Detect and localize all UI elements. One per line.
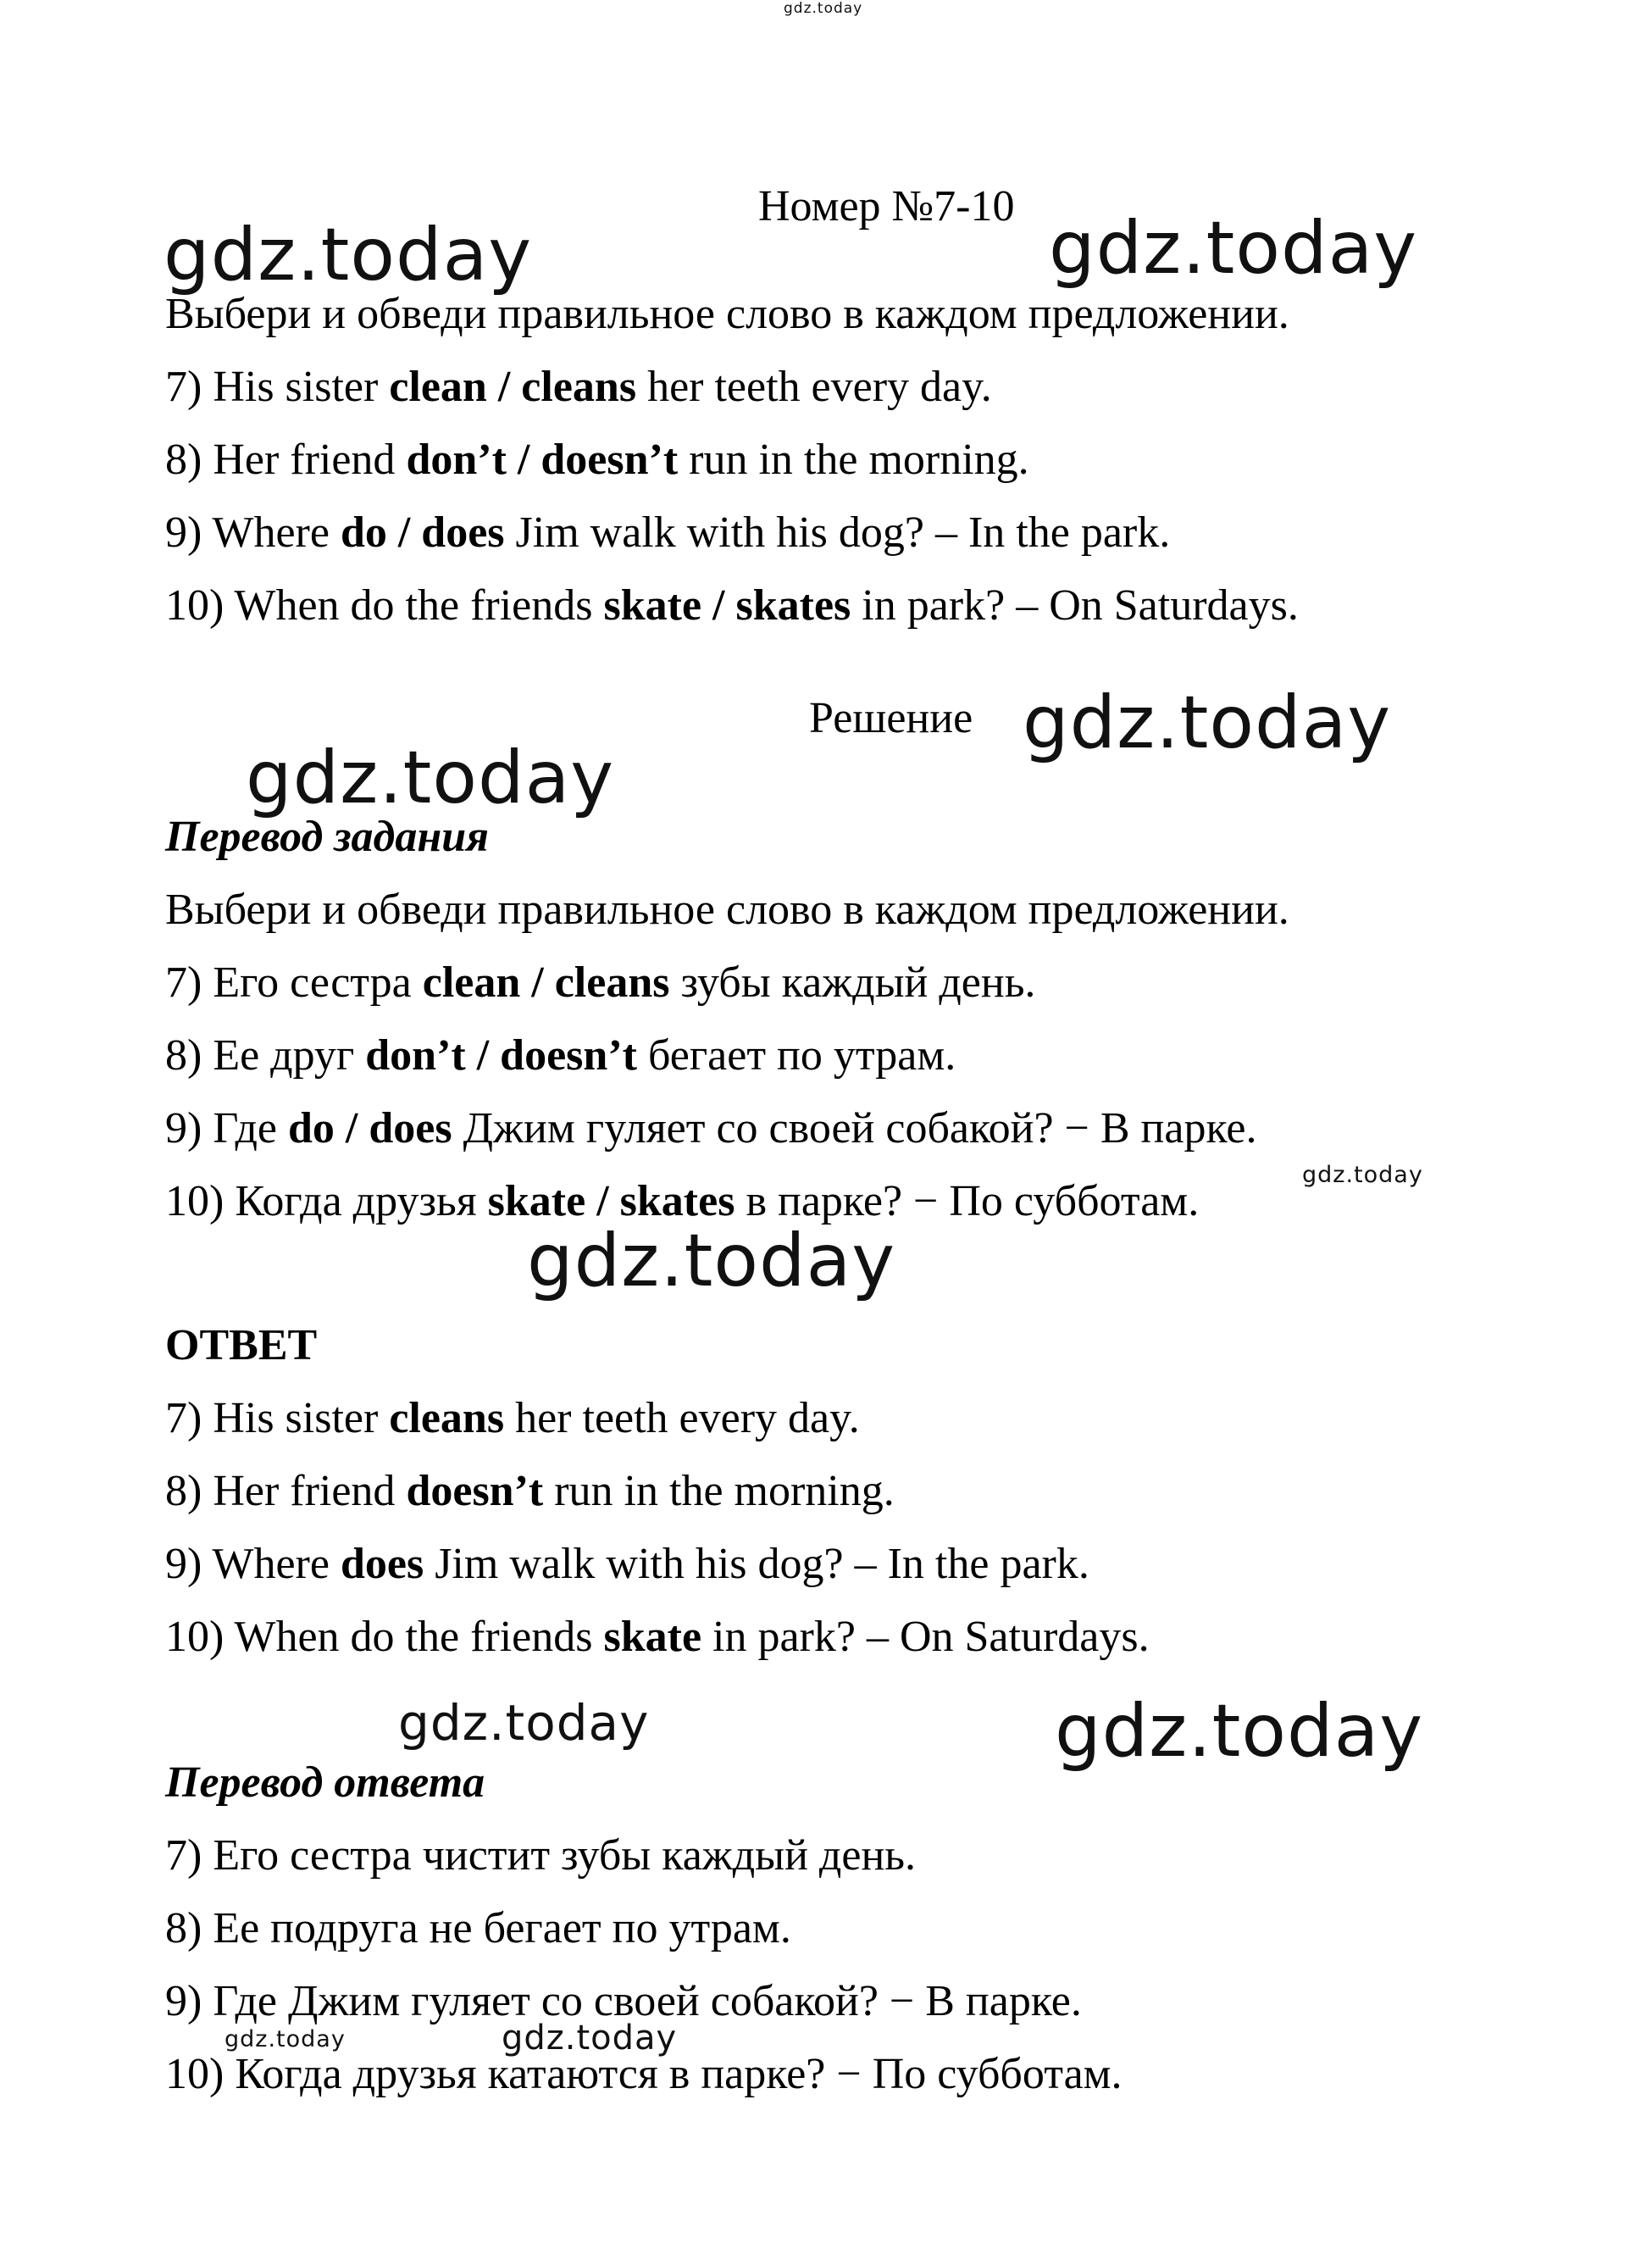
watermark-9: gdz.today xyxy=(225,2026,346,2052)
answer-item-7: 7) His sister cleans her teeth every day. xyxy=(165,1394,860,1442)
watermark-4: gdz.today xyxy=(246,736,615,820)
solution-label: Решение xyxy=(809,694,973,742)
answer-translation-item-10: 10) Когда друзья катаются в парке? − По субботам. xyxy=(165,2050,1123,2098)
task-translation-item-8: 8) Ее друг don’t / doesn’t бегает по утрам. xyxy=(165,1031,956,1080)
watermark-2: gdz.today xyxy=(1049,206,1418,291)
answer-translation-item-9: 9) Где Джим гуляет со своей собакой? − В парке. xyxy=(165,1977,1082,2025)
watermark-5: gdz.today xyxy=(1302,1162,1423,1188)
answer-translation-heading: Перевод ответа xyxy=(165,1758,485,1807)
watermark-6: gdz.today xyxy=(527,1219,896,1303)
watermark-1: gdz.today xyxy=(164,213,533,297)
task-item-10: 10) When do the friends skate / skates in park? – On Saturdays. xyxy=(165,581,1299,630)
task-item-7: 7) His sister clean / cleans her teeth every day. xyxy=(165,363,992,411)
answer-item-9: 9) Where does Jim walk with his dog? – In the park. xyxy=(165,1540,1089,1588)
watermark-8: gdz.today xyxy=(1055,1689,1424,1774)
answer-translation-item-7: 7) Его сестра чистит зубы каждый день. xyxy=(165,1831,917,1880)
task-item-8: 8) Her friend don’t / doesn’t run in the morning. xyxy=(165,436,1029,484)
page-title: Номер №7-10 xyxy=(758,182,1015,230)
watermark-top-tiny: gdz.today xyxy=(784,0,863,17)
watermark-3: gdz.today xyxy=(1023,680,1392,765)
task-translation-heading: Перевод задания xyxy=(165,813,489,861)
task-translation-item-7: 7) Его сестра clean / cleans зубы каждый день. xyxy=(165,958,1036,1007)
task-item-9: 9) Where do / does Jim walk with his dog? – In the park. xyxy=(165,508,1171,557)
task-instruction: Выбери и обведи правильное слово в каждом предложении. xyxy=(165,290,1289,338)
task-translation-item-9: 9) Где do / does Джим гуляет со своей собакой? − В парке. xyxy=(165,1104,1257,1152)
task-translation-item-10: 10) Когда друзья skate / skates в парке? − По субботам. xyxy=(165,1177,1200,1225)
watermark-7: gdz.today xyxy=(398,1694,650,1752)
answer-translation-item-8: 8) Ее подруга не бегает по утрам. xyxy=(165,1904,791,1952)
task-translation-instruction: Выбери и обведи правильное слово в каждом предложении. xyxy=(165,886,1289,934)
answer-item-10: 10) When do the friends skate in park? – On Saturdays. xyxy=(165,1613,1150,1661)
answer-item-8: 8) Her friend doesn’t run in the morning. xyxy=(165,1467,895,1515)
watermark-10: gdz.today xyxy=(502,2019,678,2058)
answer-heading: ОТВЕТ xyxy=(165,1321,318,1369)
